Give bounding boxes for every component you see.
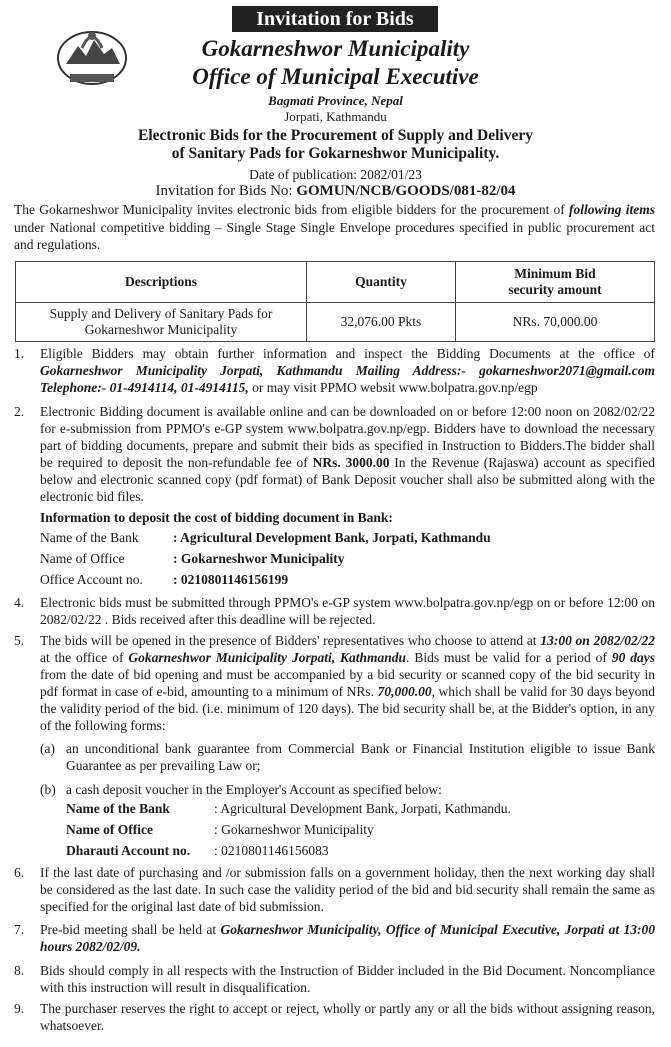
- row-quantity: 32,076.00 Pkts: [307, 303, 456, 342]
- intro-text-1: The Gokarneshwor Municipality invites electronic bids from eligible bidders for the procurement of: [14, 202, 570, 217]
- clause-2-text-c: In the Revenue (Rajaswa) account as specified below and electronic scanned copy (pdf format) of Bank Deposit voucher shall also be submitted along with the electronic bid files.: [40, 455, 655, 504]
- emp-office-label: Name of Office: [66, 822, 153, 837]
- clause-4-number: 4.: [14, 595, 25, 610]
- emp-office-value: : Gokarneshwor Municipality: [214, 822, 374, 837]
- office-name: Office of Municipal Executive: [192, 64, 479, 89]
- dep-office-label: Name of Office: [40, 551, 125, 566]
- table-row: [16, 303, 655, 342]
- emp-bank-value: : Agricultural Development Bank, Jorpati, Kathmandu.: [214, 801, 511, 816]
- subject-line-2: of Sanitary Pads for Gokarneshwor Municipality.: [171, 145, 500, 162]
- clause-2-number: 2.: [14, 404, 25, 419]
- clause-5-text-c: at the office of: [40, 650, 129, 665]
- dep-acct-value: : 0210801146156199: [173, 572, 289, 587]
- clause-5-validity: 90 days: [611, 650, 656, 665]
- dep-office-value: : Gokarneshwor Municipality: [173, 551, 345, 566]
- clause-8: [14, 962, 655, 996]
- emp-acct-label: Dharauti Account no.: [66, 843, 191, 858]
- clause-5a-number: (a): [40, 741, 55, 756]
- employer-account-info: [66, 799, 646, 861]
- clause-2: [14, 403, 655, 505]
- clause-2-text-a: Electronic Bidding document is available online and can be downloaded on or before 12:00 noon on 2082/02/22 for e-submission from PPMO's e-GP system www.bolpatra.gov.np/egp. Bidders have to download the necessary part of bidding documents, prepare and submit their bids as specified in Instruction to Bidders.The bidder shall be required to deposit the non-refundable fee of: [40, 404, 655, 470]
- clause-5: [14, 632, 655, 734]
- clause-5b-text: a cash deposit voucher in the Employer's Account as specified below:: [66, 782, 442, 797]
- clause-5a-text: an unconditional bank guarantee from Commercial Bank or Financial Institution eligible to issue Bank Guarantee as per prevailing Law or;: [66, 741, 655, 773]
- clause-1-contact: Gokarneshwor Municipality Jorpati, Kathmandu Mailing Address:- gokarneshwor2071@gmail.com Telephone:- 01-4914114, 01-4914115,: [40, 363, 655, 395]
- clause-5-office: Gokarneshwor Municipality Jorpati, Kathmandu: [128, 650, 407, 665]
- ifb-label: Invitation for Bids No:: [155, 183, 297, 199]
- subject-line-1: Electronic Bids for the Procurement of Supply and Delivery: [138, 127, 533, 144]
- intro-emphasis: following items: [569, 202, 655, 217]
- notice-banner: Invitation for Bids: [232, 6, 438, 32]
- deposit-title: Information to deposit the cost of bidding document in Bank:: [40, 510, 393, 525]
- row-security: NRs. 70,000.00: [456, 303, 655, 342]
- clause-1-text-a: Eligible Bidders may obtain further information and inspect the Bidding Documents at the office of: [40, 346, 655, 361]
- clause-1-text-c: or may visit PPMO websit www.bolpatra.gov.np/egp: [248, 380, 538, 395]
- clause-5-number: 5.: [14, 633, 25, 648]
- dep-acct-label: Office Account no.: [40, 572, 143, 587]
- dep-bank-label: Name of the Bank: [40, 530, 139, 545]
- col-quantity: Quantity: [307, 262, 456, 303]
- clause-5-text-i: , which shall be valid for 30 days beyond the validity period of the bid. (i.e. minimum of 120 days). The bid security shall be, at the Bidder's option, in any of the following forms:: [40, 684, 655, 733]
- clause-9-number: 9.: [14, 1001, 25, 1016]
- clause-6-number: 6.: [14, 865, 25, 880]
- clause-1: [14, 345, 655, 396]
- clause-7: [14, 921, 655, 955]
- notice-subject: [60, 127, 611, 163]
- ifb-number: GOMUN/NCB/GOODS/081-82/04: [296, 183, 516, 199]
- clause-4-text: Electronic bids must be submitted through PPMO's e-GP system www.bolpatra.gov.np/egp on or before 12:00 on 2082/02/22 . Bids received after this deadline will be rejected.: [40, 595, 655, 627]
- clause-5b: [40, 781, 655, 798]
- col-security-label: Minimum Bid security amount: [508, 266, 602, 297]
- ifb-number-line: [0, 183, 671, 200]
- city: Jorpati, Kathmandu: [284, 109, 387, 124]
- clause-5b-number: (b): [40, 782, 56, 797]
- clause-8-text: Bids should comply in all respects with the Instruction of Bidder included in the Bid Document. Noncompliance with this instruction will result in disqualification.: [40, 963, 655, 995]
- bid-table: [15, 261, 655, 342]
- clause-4: [14, 594, 655, 628]
- organization-name: Gokarneshwor Municipality: [201, 36, 470, 61]
- clause-9: [14, 1000, 655, 1034]
- clause-6: [14, 864, 655, 915]
- col-security: [456, 262, 655, 303]
- dep-bank-value: : Agricultural Development Bank, Jorpati, Kathmandu: [173, 530, 491, 545]
- clause-8-number: 8.: [14, 963, 25, 978]
- clause-2-fee: NRs. 3000.00: [312, 455, 390, 470]
- clause-7-text-a: Pre-bid meeting shall be held at: [40, 922, 221, 937]
- province: Bagmati Province, Nepal: [268, 93, 403, 108]
- table-header-row: [16, 262, 655, 303]
- clause-1-number: 1.: [14, 346, 25, 361]
- deposit-info: [40, 528, 640, 590]
- clause-5-opening-time: 13:00 on 2082/02/22: [540, 633, 655, 648]
- clause-9-text: The purchaser reserves the right to accept or reject, wholly or partly any or all the bids without assigning reason, whatsoever.: [40, 1001, 655, 1033]
- intro-text-2: under National competitive bidding – Single Stage Single Envelope procedures specified in public procurement act and regulations.: [14, 219, 655, 252]
- clause-5-text-g: from the date of bid opening and must be accompanied by a bid security or scanned copy of the bid security in pdf format in case of e-bid, amounting to a minimum of NRs.: [40, 667, 655, 699]
- clause-6-text: If the last date of purchasing and /or submission falls on a government holiday, then the next working day shall be considered as the last date. In such case the validity period of the bid and bid security shall remain the same as specified for the original last date of bid submission.: [40, 865, 655, 914]
- row-description: Supply and Delivery of Sanitary Pads for Gokarneshwor Municipality: [16, 303, 307, 342]
- intro-paragraph: [14, 201, 655, 254]
- clause-5-text-e: . Bids must be valid for a period of: [406, 650, 612, 665]
- publication-date: Date of publication: 2082/01/23: [249, 167, 422, 182]
- clause-5-amount: 70,000.00: [377, 684, 432, 699]
- clause-7-number: 7.: [14, 922, 25, 937]
- clause-5-text-a: The bids will be opened in the presence of Bidders' representatives who choose to attend at: [40, 633, 541, 648]
- clause-7-meeting: Gokarneshwor Municipality, Office of Municipal Executive, Jorpati at 13:00 hours 2082/02/09.: [40, 922, 656, 954]
- emp-bank-label: Name of the Bank: [66, 801, 170, 816]
- clause-5a: [40, 740, 655, 774]
- col-descriptions: Descriptions: [16, 262, 307, 303]
- emp-acct-value: : 0210801146156083: [214, 843, 329, 858]
